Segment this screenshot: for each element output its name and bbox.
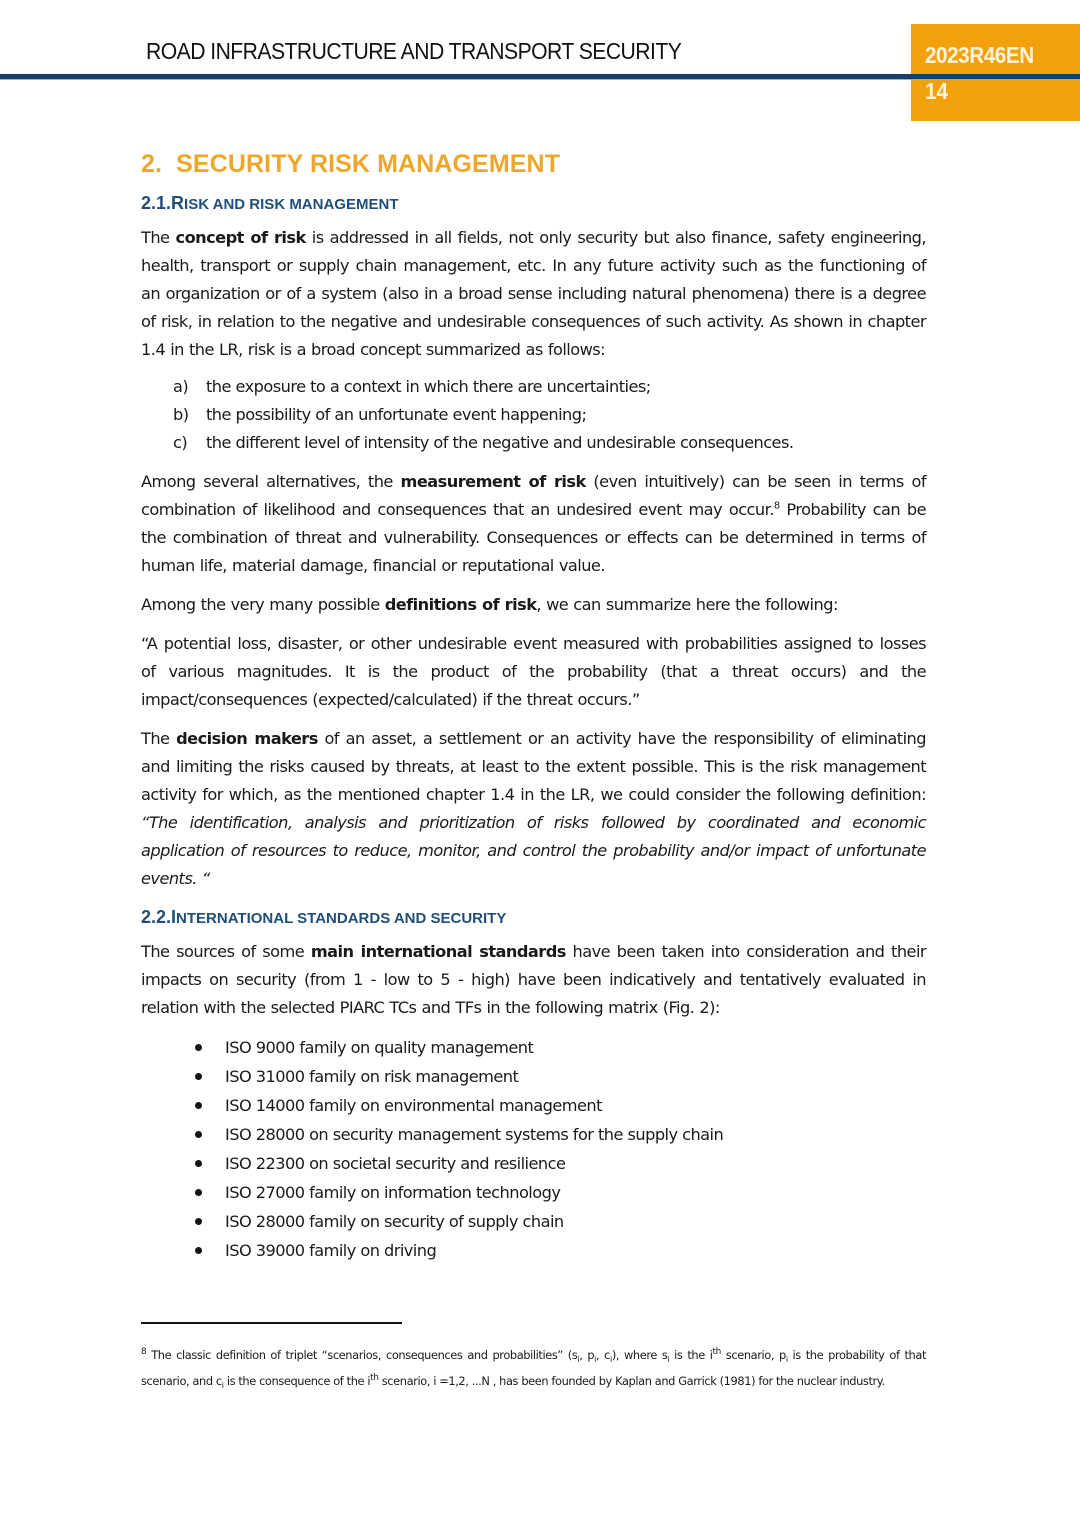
- list-item: ISO 31000 family on risk management: [141, 1062, 926, 1091]
- list-item: ISO 27000 family on information technology: [141, 1178, 926, 1207]
- list-item: ISO 14000 family on environmental management: [141, 1091, 926, 1120]
- footnote-number: 8: [141, 1347, 147, 1357]
- bullet-icon: [195, 1160, 202, 1167]
- paragraph-definitions-of-risk: Among the very many possible definitions of risk, we can summarize here the following:: [141, 595, 838, 614]
- bold-term: main international standards: [310, 942, 566, 961]
- footnote-8: $^8$ The classic definition of triplet “scenarios, consequences and probabilities” ($s_i$, $p_i$, $c_i$), where $s_i$ is the $i^{th}$ scenario, $p_i$ is the probability of that scenario, and $c_i$ is the consequence of the $i^{th}$ scenario, i =1,2, ...N , has been founded by Kaplan and Garrick (1981) for the nuclear industry.: [141, 1347, 927, 1391]
- header-badge: [911, 24, 1080, 121]
- bullet-icon: [195, 1247, 202, 1254]
- list-item: ISO 22300 on societal security and resilience: [141, 1149, 926, 1178]
- subsection-number: 2.2.: [141, 907, 172, 927]
- section-number: 2.: [141, 150, 163, 178]
- bullet-icon: [195, 1131, 202, 1138]
- quote-risk-definition: “A potential loss, disaster, or other undesirable event measured with probabilities assigned to losses of various magnitudes. It is the product of the probability (that a threat occurs) and the impact/consequences (expected/calculated) if the threat occurs.”: [141, 634, 926, 709]
- list-item: b) the possibility of an unfortunate event happening;: [173, 405, 587, 424]
- bold-term: concept of risk: [175, 228, 306, 247]
- subsection-title-rest: ISK AND RISK MANAGEMENT: [184, 196, 399, 213]
- page-body: [141, 150, 926, 1265]
- page-number: 14: [925, 78, 949, 104]
- bullet-icon: [195, 1218, 202, 1225]
- running-header-title: ROAD INFRASTRUCTURE AND TRANSPORT SECURITY: [146, 38, 682, 64]
- bullet-icon: [195, 1189, 202, 1196]
- risk-aspects-list: [141, 373, 926, 457]
- bold-term: definitions of risk: [384, 595, 537, 614]
- subsection-heading-2-1: [141, 193, 926, 214]
- list-item: a) the exposure to a context in which there are uncertainties;: [173, 377, 651, 396]
- italic-definition: “The identification, analysis and prioritization of risks followed by coordinated and economic application of resources to reduce, monitor, and control the probability and/or impact of unfortunate events. “: [141, 813, 926, 888]
- list-item: c) the different level of intensity of the negative and undesirable consequences.: [173, 433, 794, 452]
- footnote-reference[interactable]: 8: [773, 500, 780, 512]
- bullet-icon: [195, 1073, 202, 1080]
- subsection-title-rest: NTERNATIONAL STANDARDS AND SECURITY: [176, 910, 507, 927]
- document-code: 2023R46EN: [925, 42, 1034, 68]
- subsection-heading-2-2: [141, 907, 926, 928]
- bullet-icon: [195, 1044, 202, 1051]
- footnote-separator: [141, 1322, 402, 1324]
- subsection-number: 2.1.: [141, 193, 172, 213]
- list-item: ISO 28000 family on security of supply chain: [141, 1207, 926, 1236]
- list-item: ISO 39000 family on driving: [141, 1236, 926, 1265]
- section-title: SECURITY RISK MANAGEMENT: [176, 150, 561, 178]
- bold-term: decision makers: [176, 729, 318, 748]
- list-item: ISO 9000 family on quality management: [141, 1033, 926, 1062]
- bold-term: measurement of risk: [400, 472, 586, 491]
- standards-list: [141, 1033, 926, 1265]
- subsection-initial: R: [171, 193, 185, 213]
- paragraph-concept-of-risk: The concept of risk is addressed in all fields, not only security but also finance, safety engineering, health, transport or supply chain management, etc. In any future activity such as the functioning of an organization or of a system (also in a broad sense including natural phenomena) there is a degree of risk, in relation to the negative and undesirable consequences of such activity. As shown in chapter 1.4 in the LR, risk is a broad concept summarized as follows:: [141, 228, 926, 359]
- bullet-icon: [195, 1102, 202, 1109]
- paragraph-decision-makers: The decision makers of an asset, a settlement or an activity have the responsibility of eliminating and limiting the risks caused by threats, at least to the extent possible. This is the risk management activity for which, as the mentioned chapter 1.4 in the LR, we could consider the following definition: “The identification, analysis and prioritization of risks followed by coordinated and economic application of resources to reduce, monitor, and control the probability and/or impact of unfortunate events. “: [141, 729, 926, 888]
- paragraph-international-standards: The sources of some main international standards have been taken into consideration and their impacts on security (from 1 - low to 5 - high) have been indicatively and tentatively evaluated in relation with the selected PIARC TCs and TFs in the following matrix (Fig. 2):: [141, 942, 927, 1017]
- subsection-initial: I: [171, 907, 177, 927]
- paragraph-measurement-of-risk: Among several alternatives, the measurement of risk (even intuitively) can be seen in terms of combination of likelihood and consequences that an undesired event may occur.$^8$ Probability can be the combination of threat and vulnerability. Consequences or effects can be determined in terms of human life, material damage, financial or reputational value.: [141, 472, 926, 575]
- list-item: ISO 28000 on security management systems for the supply chain: [141, 1120, 926, 1149]
- section-heading: [141, 150, 926, 179]
